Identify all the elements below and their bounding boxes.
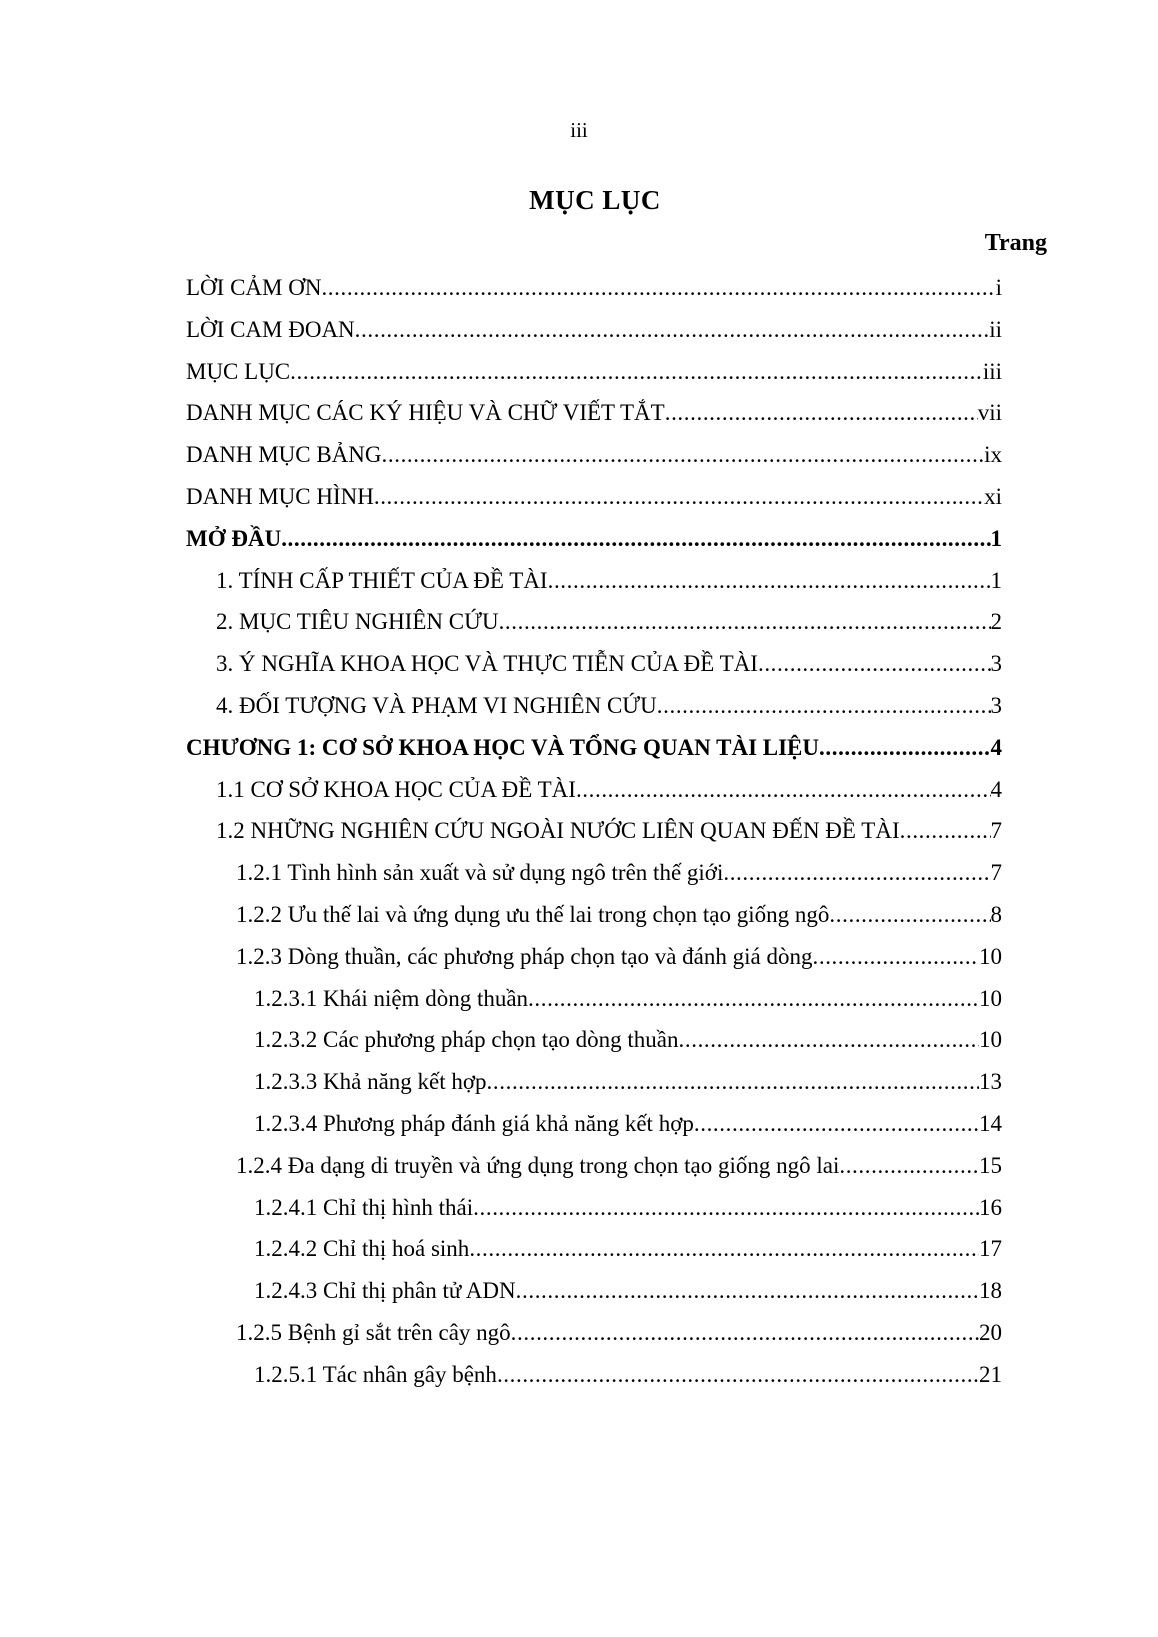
toc-entry-page: 3 — [990, 693, 1002, 718]
toc-entry-page: 18 — [979, 1278, 1002, 1304]
toc-entry-title: 1.2.4.2 Chỉ thị hoá sinh — [254, 1236, 470, 1262]
toc-entry-page: xi — [984, 484, 1002, 509]
toc-entry[interactable] — [216, 602, 1002, 642]
toc-entry-page: 8 — [990, 902, 1002, 927]
toc-entry-title: 1.2.4 Đa dạng di truyền và ứng dụng trong chọn tạo giống ngô lai — [236, 1152, 840, 1178]
toc-entry-page: 10 — [979, 1027, 1002, 1053]
toc-entry-page: 2 — [990, 609, 1002, 635]
toc-dot-leader — [528, 979, 979, 1019]
toc-entry[interactable] — [236, 1146, 1002, 1186]
toc-dot-leader — [694, 1104, 979, 1144]
toc-entry[interactable] — [254, 1104, 1002, 1144]
toc-entry[interactable] — [236, 853, 1002, 893]
toc-title: MỤC LỤC — [529, 185, 661, 215]
toc-entry[interactable] — [254, 1229, 1002, 1269]
toc-entry-page: 10 — [979, 943, 1002, 969]
toc-dot-leader — [487, 1062, 979, 1102]
toc-dot-leader — [679, 1020, 979, 1060]
toc-entry-page: 21 — [979, 1361, 1002, 1387]
toc-entry-page: 20 — [979, 1320, 1002, 1345]
toc-dot-leader — [499, 602, 991, 642]
toc-entry[interactable] — [216, 811, 1002, 851]
toc-entry-page: 4 — [990, 776, 1002, 802]
toc-dot-leader — [829, 895, 990, 935]
toc-entry-title: 1. TÍNH CẤP THIẾT CỦA ĐỀ TÀI — [216, 567, 548, 593]
toc-entry-title: 1.2.4.1 Chỉ thị hình thái — [254, 1194, 474, 1220]
toc-entry-title: DANH MỤC CÁC KÝ HIỆU VÀ CHỮ VIẾT TẮT — [186, 400, 665, 426]
toc-entry[interactable] — [186, 268, 1002, 308]
toc-dot-leader — [473, 1188, 979, 1228]
toc-entry-page: 17 — [979, 1236, 1002, 1262]
toc-dot-leader — [497, 1355, 979, 1395]
toc-dot-leader — [819, 728, 990, 768]
toc-dot-leader — [355, 310, 990, 350]
toc-entry-title: 1.2.3.2 Các phương pháp chọn tạo dòng thuần — [254, 1027, 679, 1053]
toc-entry-title: 1.2.3.4 Phương pháp đánh giá khả năng kết hợp — [254, 1111, 694, 1136]
toc-dot-leader — [576, 770, 991, 810]
toc-entry-page: 1 — [990, 525, 1002, 551]
toc-dot-leader — [281, 519, 990, 559]
toc-entry[interactable] — [254, 1355, 1002, 1395]
toc-entry-title: 1.1 CƠ SỞ KHOA HỌC CỦA ĐỀ TÀI — [216, 776, 576, 802]
toc-entry-page: 13 — [979, 1069, 1002, 1095]
toc-entry-title: LỜI CAM ĐOAN — [186, 316, 355, 342]
toc-entry-page: 7 — [990, 860, 1002, 886]
toc-entry-title: 1.2 NHỮNG NGHIÊN CỨU NGOÀI NƯỚC LIÊN QUAN ĐẾN ĐỀ TÀI — [216, 818, 900, 844]
toc-entry[interactable] — [254, 1062, 1002, 1102]
toc-dot-leader — [723, 853, 990, 893]
toc-entry-page: 16 — [979, 1194, 1002, 1220]
toc-entry-page: 15 — [979, 1152, 1002, 1178]
toc-entry-page: ii — [989, 316, 1002, 342]
toc-entry-title: 4. ĐỐI TƯỢNG VÀ PHẠM VI NGHIÊN CỨU — [216, 693, 657, 718]
toc-entry-page: 1 — [990, 567, 1002, 593]
toc-dot-leader — [374, 477, 984, 517]
toc-entry[interactable] — [216, 644, 1002, 684]
toc-entry[interactable] — [186, 352, 1002, 392]
toc-dot-leader — [839, 1146, 979, 1186]
toc-entry-title: 1.2.3.1 Khái niệm dòng thuần — [254, 985, 529, 1011]
toc-entry[interactable] — [236, 937, 1002, 977]
toc-entry[interactable] — [254, 1271, 1002, 1311]
toc-dot-leader — [516, 1271, 979, 1311]
toc-entry[interactable] — [186, 519, 1002, 559]
toc-entry-title: 1.2.5.1 Tác nhân gây bệnh — [254, 1361, 497, 1387]
toc-entry[interactable] — [186, 477, 1002, 517]
toc-dot-leader — [665, 393, 978, 433]
toc-entry[interactable] — [236, 1313, 1002, 1353]
toc-dot-leader — [290, 352, 983, 392]
toc-entry[interactable] — [216, 686, 1002, 726]
toc-entry[interactable] — [254, 979, 1002, 1019]
toc-dot-leader — [382, 435, 985, 475]
toc-entry-title: MỤC LỤC — [186, 358, 291, 384]
toc-entry-title: 1.2.1 Tình hình sản xuất và sử dụng ngô trên thế giới — [236, 860, 724, 886]
toc-entry-title: CHƯƠNG 1: CƠ SỞ KHOA HỌC VÀ TỔNG QUAN TÀI LIỆU — [186, 734, 820, 760]
toc-entry-page: 7 — [990, 818, 1002, 844]
toc-entry-page: 4 — [990, 734, 1002, 760]
toc-dot-leader — [900, 811, 991, 851]
toc-entry[interactable] — [254, 1188, 1002, 1228]
toc-entry[interactable] — [186, 393, 1002, 433]
toc-dot-leader — [469, 1229, 979, 1269]
toc-dot-leader — [548, 561, 991, 601]
toc-entry-title: 1.2.3.3 Khả năng kết hợp — [254, 1069, 487, 1095]
toc-entry-page: vii — [977, 400, 1002, 426]
toc-dot-leader — [813, 937, 980, 977]
toc-entry-title: 1.2.4.3 Chỉ thị phân tử ADN — [254, 1278, 516, 1304]
toc-dot-leader — [657, 686, 991, 726]
toc-page-column-label: Trang — [984, 230, 1047, 256]
toc-entry[interactable] — [186, 435, 1002, 475]
toc-entry[interactable] — [254, 1020, 1002, 1060]
toc-dot-leader — [758, 644, 991, 684]
toc-entry-page: i — [995, 275, 1002, 300]
toc-entry-title: 2. MỤC TIÊU NGHIÊN CỨU — [216, 609, 499, 635]
toc-entry-title: LỜI CẢM ƠN — [186, 275, 322, 300]
toc-entry-title: 3. Ý NGHĨA KHOA HỌC VÀ THỰC TIỄN CỦA ĐỀ TÀI — [216, 651, 758, 677]
toc-entry-title: 1.2.5 Bệnh gỉ sắt trên cây ngô — [236, 1320, 511, 1345]
toc-entry-page: ix — [984, 442, 1002, 468]
toc-entry-page: 10 — [979, 985, 1002, 1011]
toc-entry-title: MỞ ĐẦU — [186, 525, 282, 551]
toc-entry-title: 1.2.3 Dòng thuần, các phương pháp chọn tạo và đánh giá dòng — [236, 943, 813, 969]
toc-entry-page: 14 — [979, 1111, 1002, 1136]
toc-entry-title: DANH MỤC BẢNG — [186, 442, 382, 468]
toc-entry-title: DANH MỤC HÌNH — [186, 484, 374, 509]
toc-entry[interactable] — [186, 728, 1002, 768]
toc-dot-leader — [511, 1313, 979, 1353]
toc-entry-page: 3 — [990, 651, 1002, 677]
toc-entry[interactable] — [216, 770, 1002, 810]
toc-dot-leader — [321, 268, 995, 308]
toc-entry-title: 1.2.2 Ưu thế lai và ứng dụng ưu thế lai trong chọn tạo giống ngô — [236, 902, 830, 927]
page-number: iii — [570, 118, 588, 142]
toc-entry[interactable] — [186, 310, 1002, 350]
toc-entry[interactable] — [236, 895, 1002, 935]
toc-entry[interactable] — [216, 561, 1002, 601]
toc-entry-page: iii — [982, 358, 1002, 384]
